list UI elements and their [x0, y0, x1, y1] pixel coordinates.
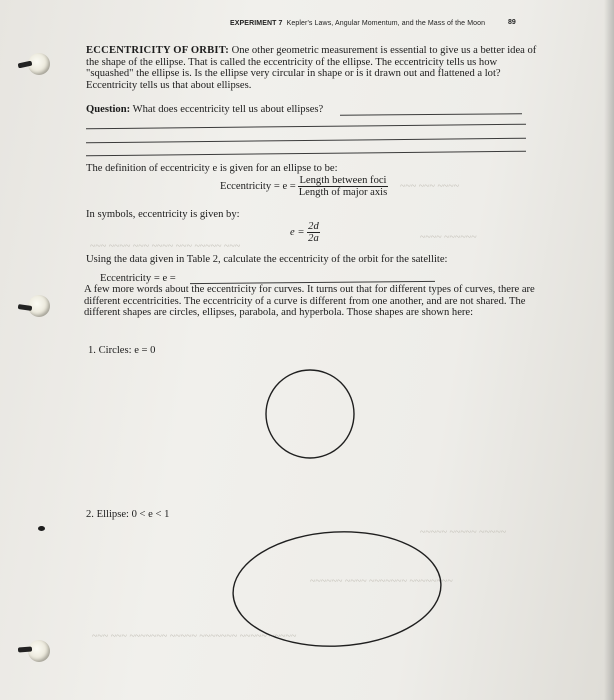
calculation-lhs: Eccentricity = e =: [100, 273, 176, 284]
bleed-through-text: ~~~ ~~~ ~~~~: [400, 181, 460, 192]
symbols-lhs: e =: [290, 227, 305, 238]
page-edge-shadow: [604, 0, 614, 700]
answer-line[interactable]: [340, 113, 522, 116]
symbols-numerator: 2d: [308, 221, 319, 232]
ellipse-item: 2. Ellipse: 0 < e < 1: [86, 509, 170, 520]
intro-paragraph: [86, 45, 542, 91]
punch-hole-icon: [28, 295, 50, 317]
definition-formula: [220, 175, 388, 198]
question-text: What does eccentricity tell us about ellipses?: [132, 104, 324, 115]
header-chapter: EXPERIMENT 7: [230, 20, 283, 27]
answer-line[interactable]: [86, 124, 526, 130]
answer-line[interactable]: [86, 151, 526, 157]
circle-item: 1. Circles: e = 0: [88, 345, 156, 356]
question: [86, 104, 323, 115]
curves-paragraph: A few more words about the eccentricity for curves. It turns out that for different types of curves, there are different eccentricities. The eccentricity of a curve is different from one another, and are not shared. The different shapes are circles, ellipses, parabola, and hyperbola. Those shapes are shown here:: [84, 284, 535, 318]
intro-text: One other geometric measurement is essential to give us a better idea of the shape of the ellipse. That is called the eccentricity of the ellipse. The eccentricity tells us how "squashed" the ellipse is. Is the ellipse very circular in shape or is it drawn out and flattened a lot? Eccentricity tells us that about ellipses.: [86, 45, 537, 91]
symbols-text: In symbols, eccentricity is given by:: [86, 209, 240, 220]
running-header: [230, 20, 485, 27]
symbols-denominator: 2a: [308, 233, 319, 244]
definition-numerator: Length between foci: [299, 175, 387, 186]
bleed-through-text: ~~~~ ~~~~~~: [420, 232, 477, 243]
punch-hole-icon: [28, 53, 50, 75]
margin-mark: [38, 526, 45, 531]
bleed-through-text: ~~~~~~ ~~~~ ~~~~~~~ ~~~~~~~~: [310, 576, 453, 587]
ellipse-shape: [230, 527, 444, 652]
circle-figure: [262, 366, 358, 462]
section-heading: ECCENTRICITY OF ORBIT:: [86, 45, 229, 56]
answer-line[interactable]: [86, 138, 526, 144]
header-title: Kepler's Laws, Angular Momentum, and the Mass of the Moon: [286, 20, 486, 27]
question-label: Question:: [86, 104, 131, 115]
definition-fraction: [298, 175, 387, 198]
bleed-through-text: ~~~~~ ~~~~~ ~~~~~: [420, 527, 507, 538]
punch-hole-icon: [28, 640, 50, 662]
definition-lhs: Eccentricity = e =: [220, 181, 296, 192]
ellipse-figure: [228, 526, 446, 652]
eccentricity-section: [86, 45, 542, 91]
bleed-through-text: ~~~ ~~~ ~~~~~~~ ~~~~~ ~~~~~~~ ~~~~~ ~~~~~: [92, 631, 297, 642]
calculation-text: Using the data given in Table 2, calculate the eccentricity of the orbit for the satellite:: [86, 254, 448, 265]
bleed-through-text: ~~~ ~~~~ ~~~ ~~~~ ~~~ ~~~~~ ~~~: [90, 241, 241, 252]
definition-denominator: Length of major axis: [298, 187, 388, 198]
circle-shape: [266, 370, 354, 458]
definition-text: The definition of eccentricity e is given for an ellipse to be:: [86, 163, 338, 174]
symbols-fraction: [307, 221, 320, 244]
symbols-formula: [290, 221, 320, 244]
page-number: 89: [508, 19, 516, 26]
